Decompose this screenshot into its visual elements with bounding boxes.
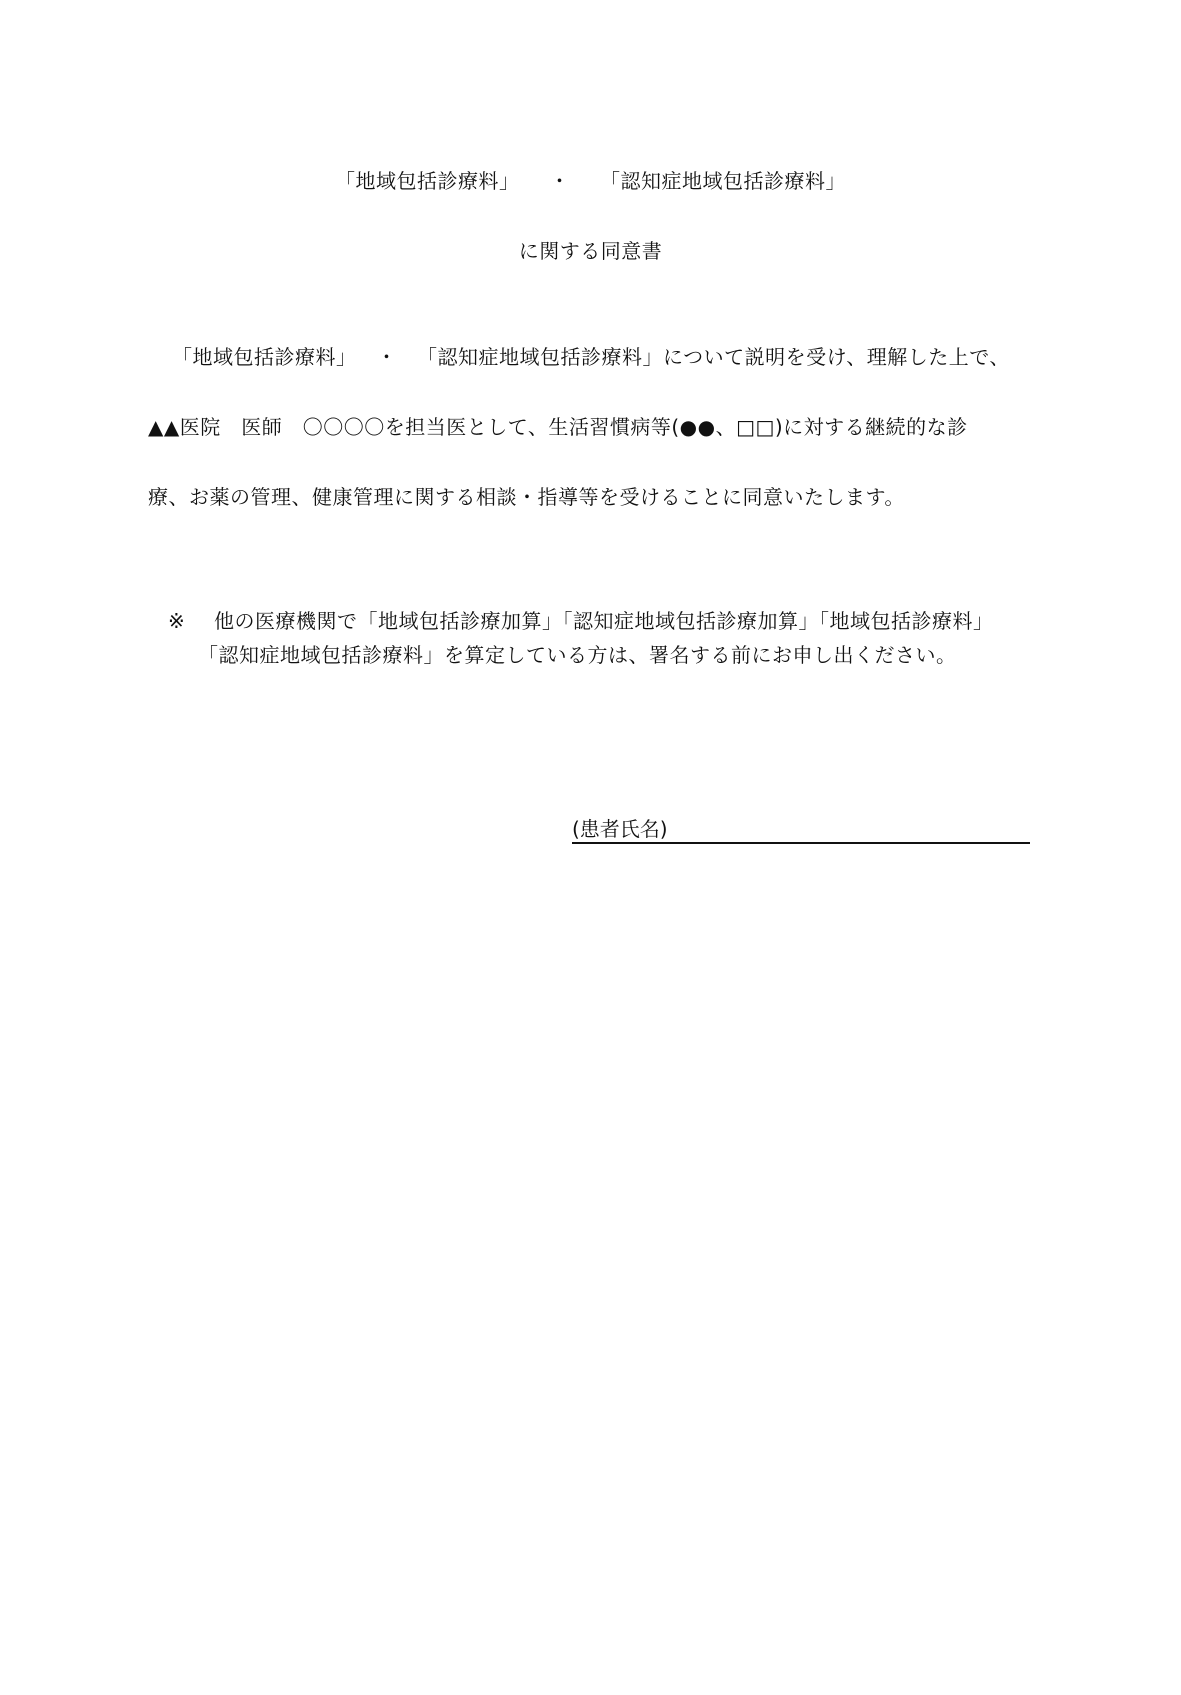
- body-paragraph-line-2: ▲▲医院 医師 〇〇〇〇を担当医として、生活習慣病等(●●、□□)に対する継続的な診: [148, 415, 968, 439]
- body-paragraph-line-1: [148, 344, 1036, 370]
- title-part-2: 「認知症地域包括診療料」: [600, 169, 846, 193]
- body-line1-separator: ・: [376, 345, 397, 369]
- patient-signature-line[interactable]: [572, 816, 1030, 844]
- note-line-1: [168, 608, 1048, 634]
- document-subtitle: に関する同意書: [518, 239, 663, 263]
- note-mark: ※: [168, 609, 186, 633]
- body-line1-part-2: 「認知症地域包括診療料」について説明を受け、理解した上で、: [417, 345, 1010, 369]
- patient-name-label: (患者氏名): [572, 817, 668, 841]
- note-line-1-text: 他の医療機関で「地域包括診療加算」「認知症地域包括診療加算」「地域包括診療料」: [214, 609, 994, 633]
- title-part-1: 「地域包括診療料」: [335, 169, 520, 193]
- title-separator: ・: [549, 169, 570, 193]
- note-line-2: 「認知症地域包括診療料」を算定している方は、署名する前にお申し出ください。: [198, 643, 957, 667]
- body-line1-part-1: 「地域包括診療料」: [172, 345, 357, 369]
- document-title: [0, 168, 1181, 194]
- body-paragraph-line-3: 療、お薬の管理、健康管理に関する相談・指導等を受けることに同意いたします。: [148, 485, 905, 509]
